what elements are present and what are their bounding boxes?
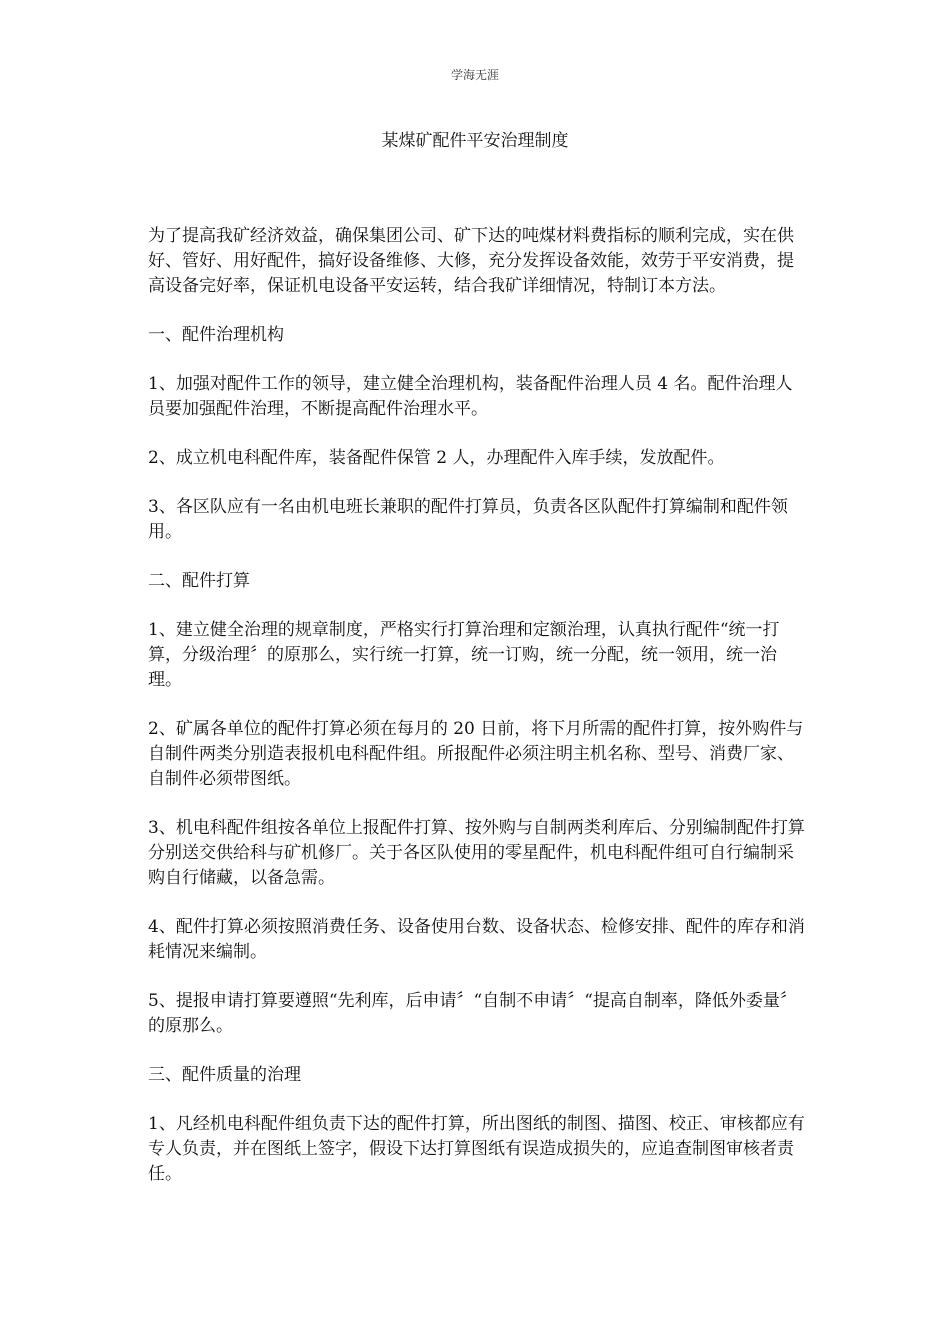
section-1-item-1: 1、加强对配件工作的领导，建立健全治理机构，装备配件治理人员 4 名。配件治理人员要加强配件治理，不断提高配件治理水平。 xyxy=(148,374,793,419)
section-3-item-1: 1、凡经机电科配件组负责下达的配件打算，所出图纸的制图、描图、校正、审核都应有专人负责，并在图纸上签字，假设下达打算图纸有误造成损失的，应追查制图审核者责任。 xyxy=(148,1114,805,1184)
section-heading-3: 三、配件质量的治理 xyxy=(148,1065,301,1085)
section-2-item-4: 4、配件打算必须按照消费任务、设备使用台数、设备状态、检修安排、配件的库存和消耗情况来编制。 xyxy=(148,917,805,962)
document-body xyxy=(148,224,806,1211)
intro-paragraph: 为了提高我矿经济效益，确保集团公司、矿下达的吨煤材料费指标的顺利完成，实在供好、管好、用好配件，搞好设备维修、大修，充分发挥设备效能，效劳于平安消费，提高设备完好率，保证机电设备平安运转，结合我矿详细情况，特制订本方法。 xyxy=(148,226,794,296)
section-1-item-3: 3、各区队应有一名由机电班长兼职的配件打算员，负责各区队配件打算编制和配件领用。 xyxy=(148,497,788,542)
section-2-item-5: 5、提报申请打算要遵照“先利库，后申请〞“自制不申请〞“提高自制率，降低外委量〞的原那么。 xyxy=(148,991,797,1036)
section-heading-1: 一、配件治理机构 xyxy=(148,325,284,345)
document-title: 某煤矿配件平安治理制度 xyxy=(381,131,569,151)
section-heading-2: 二、配件打算 xyxy=(148,571,250,591)
page-header: 学海无涯 xyxy=(450,68,499,82)
section-2-item-3: 3、机电科配件组按各单位上报配件打算、按外购与自制两类利库后、分别编制配件打算分别送交供给科与矿机修厂。关于各区队使用的零星配件，机电科配件组可自行编制采购自行储藏，以备急需。 xyxy=(148,818,805,888)
section-2-item-2: 2、矿属各单位的配件打算必须在每月的 20 日前，将下月所需的配件打算，按外购件与自制件两类分别造表报机电科配件组。所报配件必须注明主机名称、型号、消费厂家、自制件必须带图纸。 xyxy=(148,719,804,789)
section-2-item-1: 1、建立健全治理的规章制度，严格实行打算治理和定额治理，认真执行配件“统一打算，分级治理〞的原那么，实行统一打算，统一订购，统一分配，统一领用，统一治理。 xyxy=(148,620,780,690)
section-1-item-2: 2、成立机电科配件库，装备配件保管 2 人，办理配件入库手续，发放配件。 xyxy=(148,448,725,468)
